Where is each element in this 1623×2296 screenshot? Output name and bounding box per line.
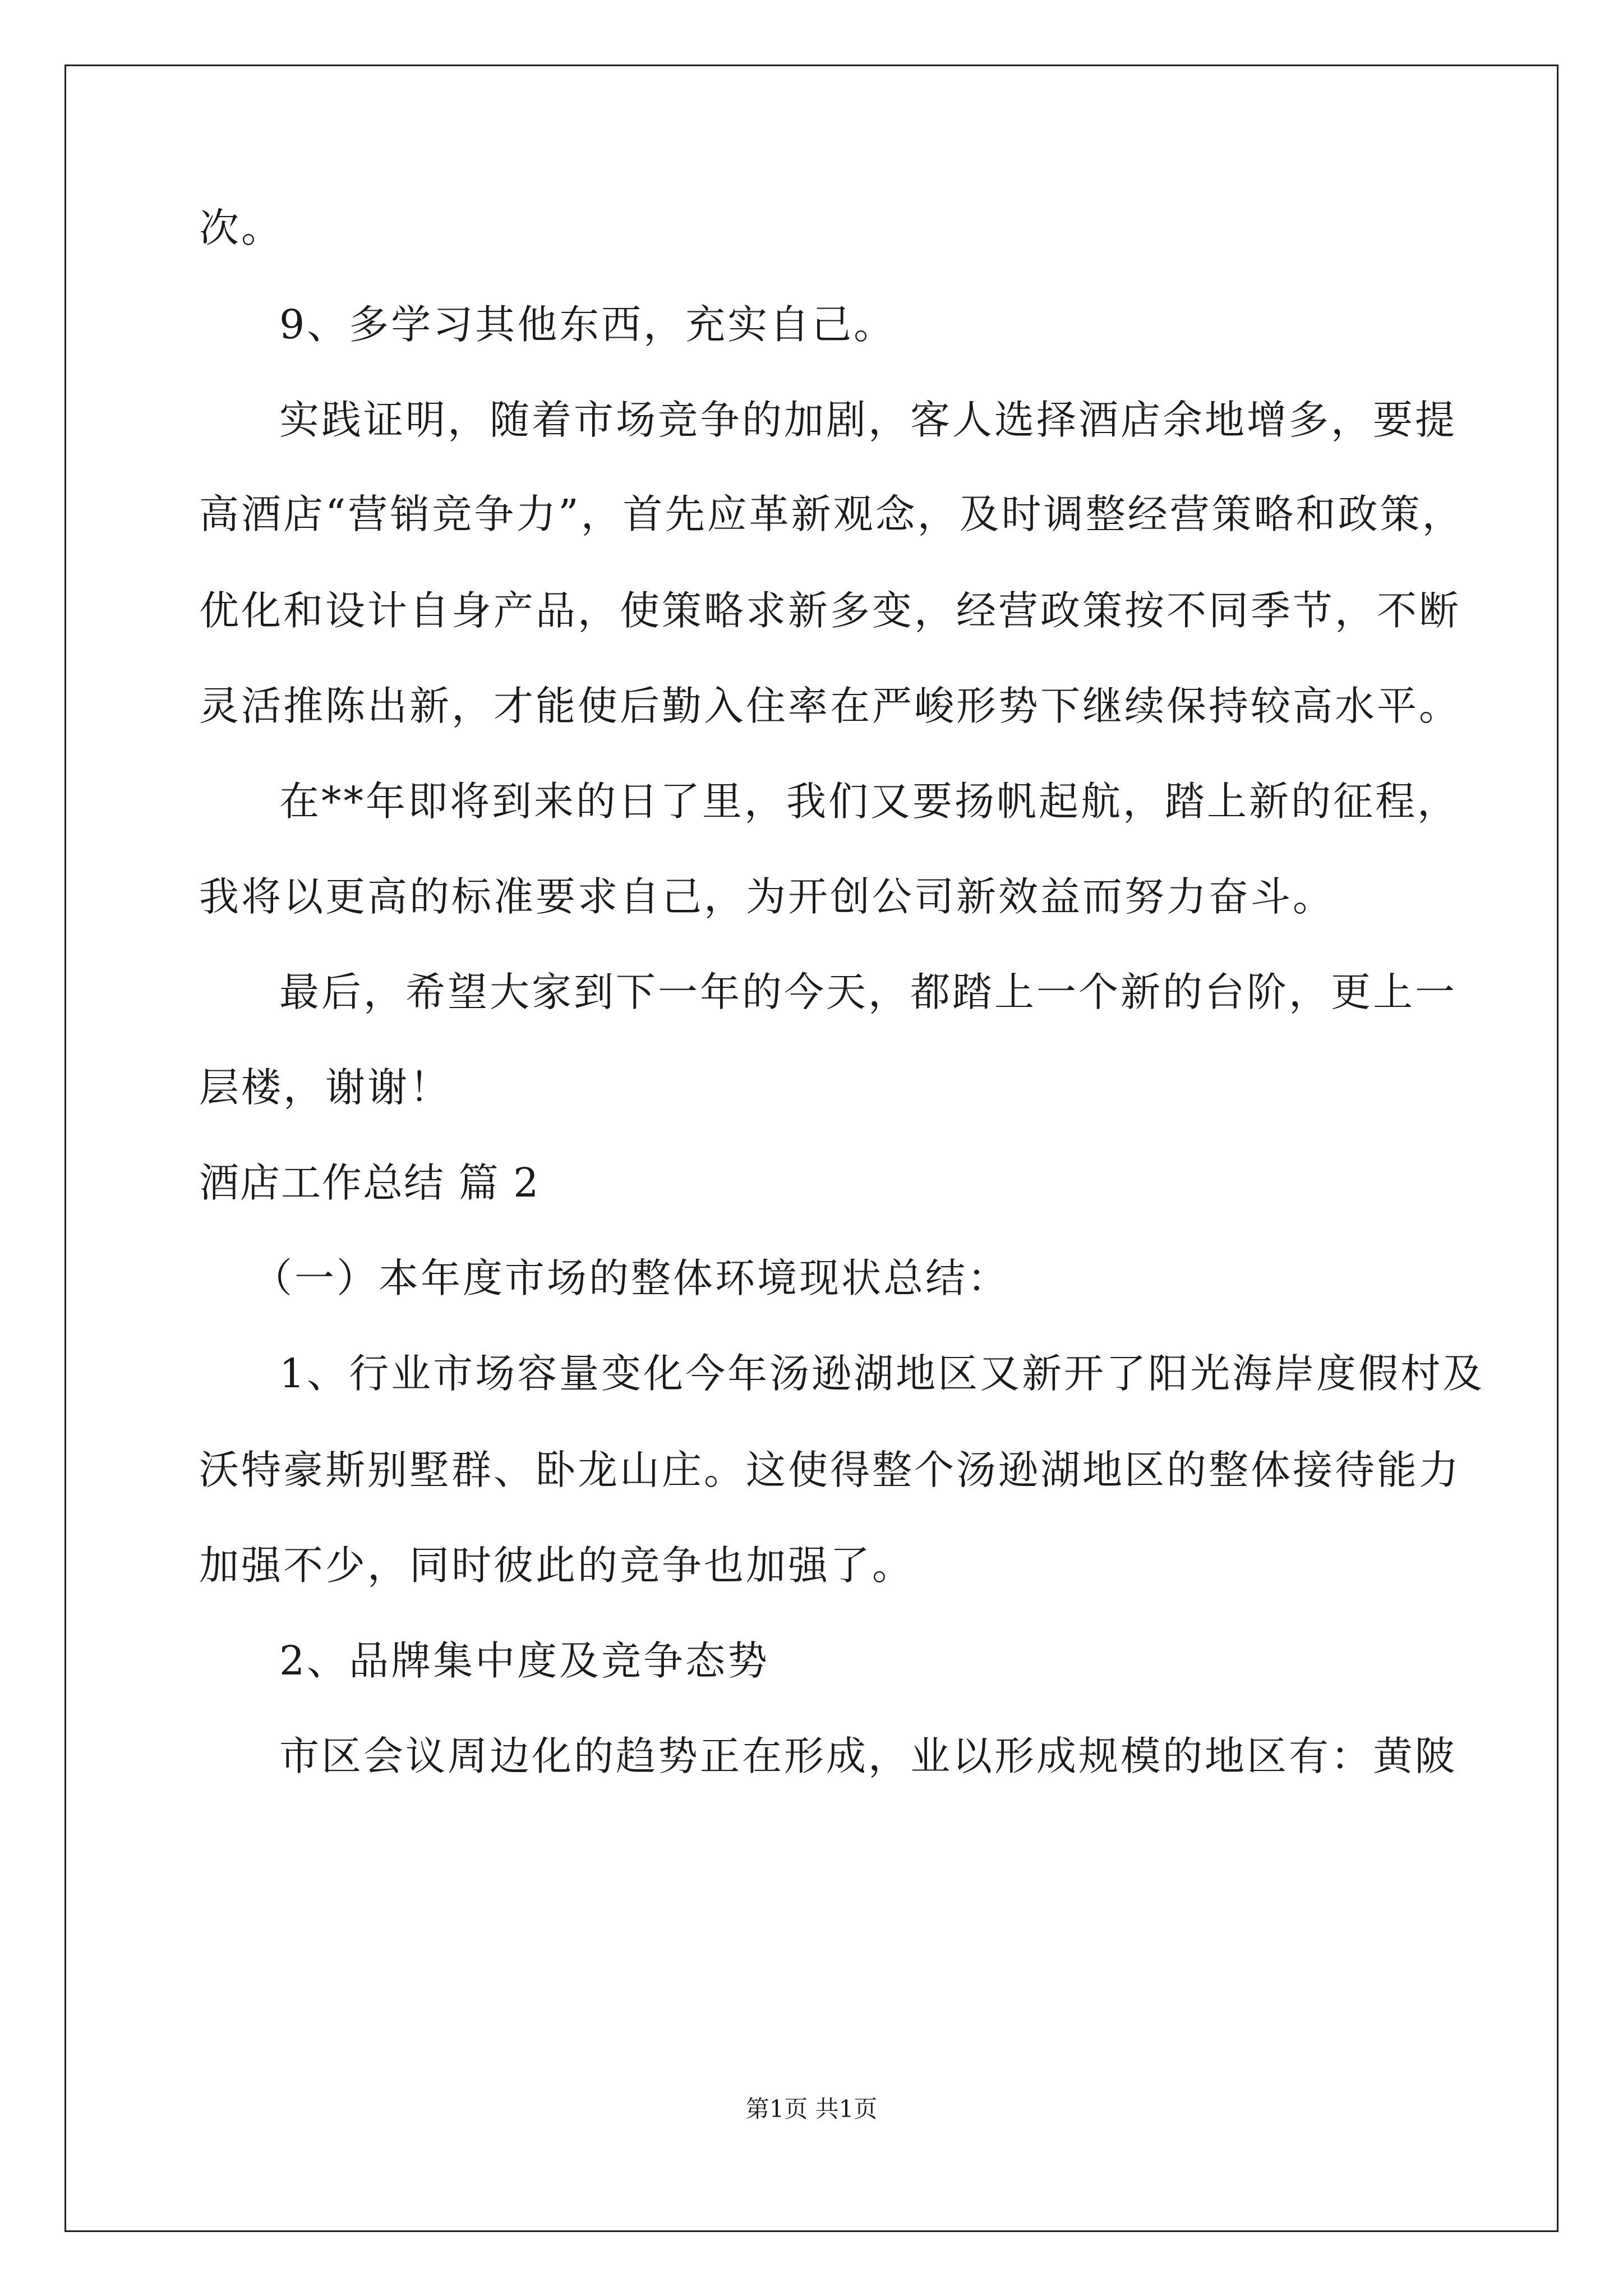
paragraph-line: 沃特豪斯别墅群、卧龙山庄。这使得整个汤逊湖地区的整体接待能力 [199,1447,1461,1493]
text-line: 次。 [199,205,284,251]
paragraph-line: 市区会议周边化的趋势正在形成，业以形成规模的地区有：黄陂 [279,1733,1458,1779]
paragraph-line: 层楼，谢谢！ [199,1064,452,1111]
list-item: 9、多学习其他东西，充实自己。 [279,301,896,348]
paragraph-line: 优化和设计自身产品，使策略求新多变，经营政策按不同季节，不断 [199,587,1461,634]
page-footer: 第1页 共1页 [745,2095,878,2123]
section-heading: 酒店工作总结 篇 2 [199,1159,540,1206]
paragraph-line: 高酒店“营销竞争力”，首先应革新观念，及时调整经营策略和政策， [199,491,1464,537]
subsection-heading: （一）本年度市场的整体环境现状总结： [252,1255,1010,1301]
list-item: 2、品牌集中度及竞争态势 [279,1637,770,1684]
paragraph-line: 加强不少，同时彼此的竞争也加强了。 [199,1542,915,1589]
paragraph-line: 1、行业市场容量变化今年汤逊湖地区又新开了阳光海岸度假村及 [279,1350,1485,1397]
paragraph-line: 最后，希望大家到下一年的今天，都踏上一个新的台阶，更上一 [279,969,1458,1015]
paragraph-line: 灵活推陈出新，才能使后勤入住率在严峻形势下继续保持较高水平。 [199,683,1461,729]
paragraph-line: 在**年即将到来的日了里，我们又要扬帆起航，踏上新的征程， [279,778,1460,825]
paragraph-line: 我将以更高的标准要求自己，为开创公司新效益而努力奋斗。 [199,873,1335,920]
page-border [64,65,1559,2232]
paragraph-line: 实践证明，随着市场竞争的加剧，客人选择酒店余地增多，要提 [279,397,1458,443]
